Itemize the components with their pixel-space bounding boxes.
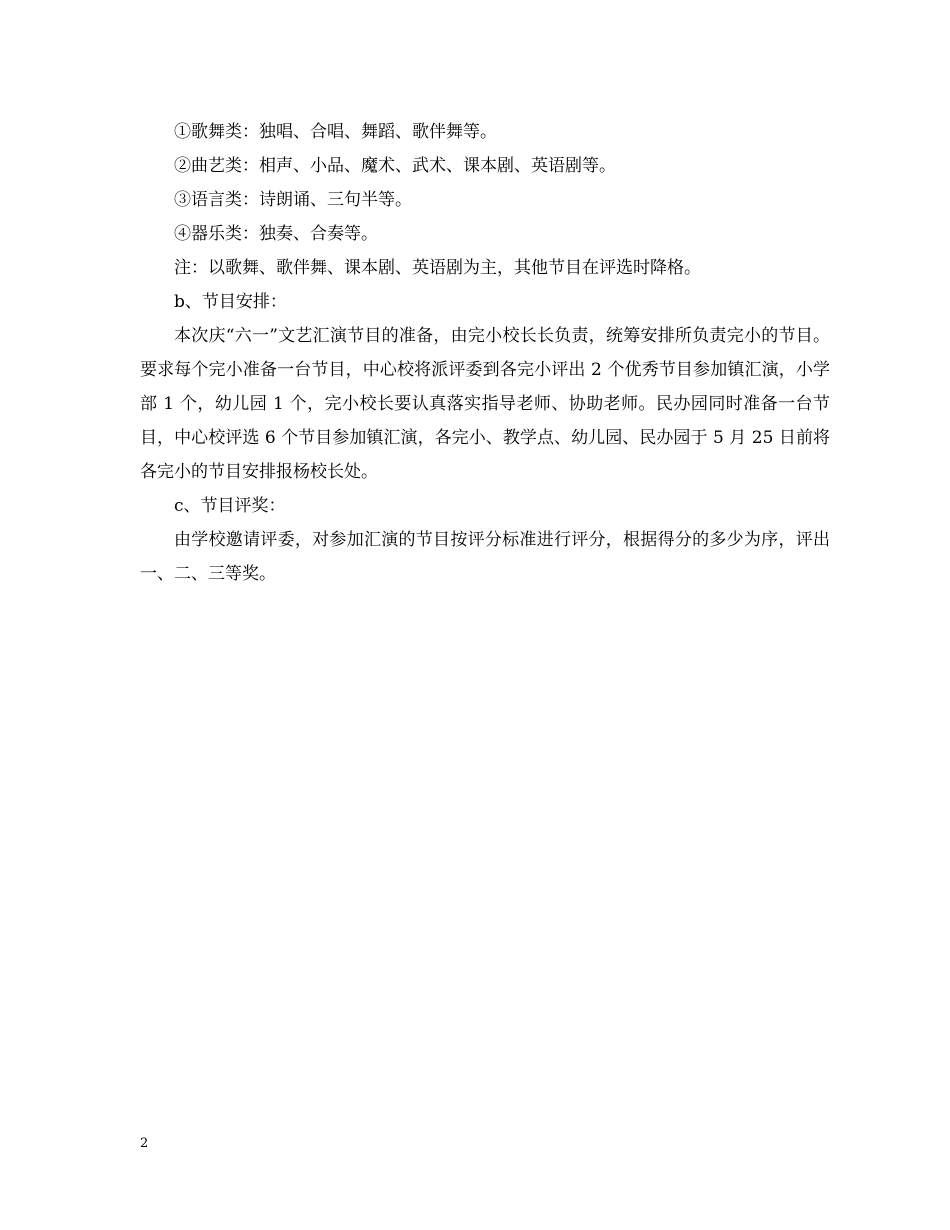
page-number: 2 [140, 1136, 149, 1151]
section-heading-arrangement: b、节目安排： [174, 292, 287, 312]
category-song-dance: ①歌舞类：独唱、合唱、舞蹈、歌伴舞等。 [174, 122, 497, 142]
arrangement-paragraph: 本次庆“六一”文艺汇演节目的准备，由完小校长长负责，统筹安排所负责完小的节目。要求每个完小准备一台节目，中心校将派评委到各完小评出 2 个优秀节目参加镇汇演，小学部 1 个，幼儿园 1 个，完小校长要认真落实指导老师、协助老师。民办园同时准备一台节目，中心校评选 6 个节目参加镇汇演，各完小、教学点、幼儿园、民办园于 5 月 25 日前将各完小的节目安排报杨校长处。 [140, 326, 830, 482]
note-paragraph: 注：以歌舞、歌伴舞、课本剧、英语剧为主，其他节目在评选时降格。 [174, 258, 701, 278]
section-heading-awards: c、节目评奖： [174, 496, 286, 516]
page-body [140, 115, 830, 591]
category-language: ③语言类：诗朗诵、三句半等。 [174, 190, 412, 210]
category-quyi: ②曲艺类：相声、小品、魔术、武术、课本剧、英语剧等。 [174, 156, 616, 176]
awards-paragraph: 由学校邀请评委，对参加汇演的节目按评分标准进行评分，根据得分的多少为序，评出一、二、三等奖。 [140, 530, 830, 584]
category-instrumental: ④器乐类：独奏、合奏等。 [174, 224, 378, 244]
